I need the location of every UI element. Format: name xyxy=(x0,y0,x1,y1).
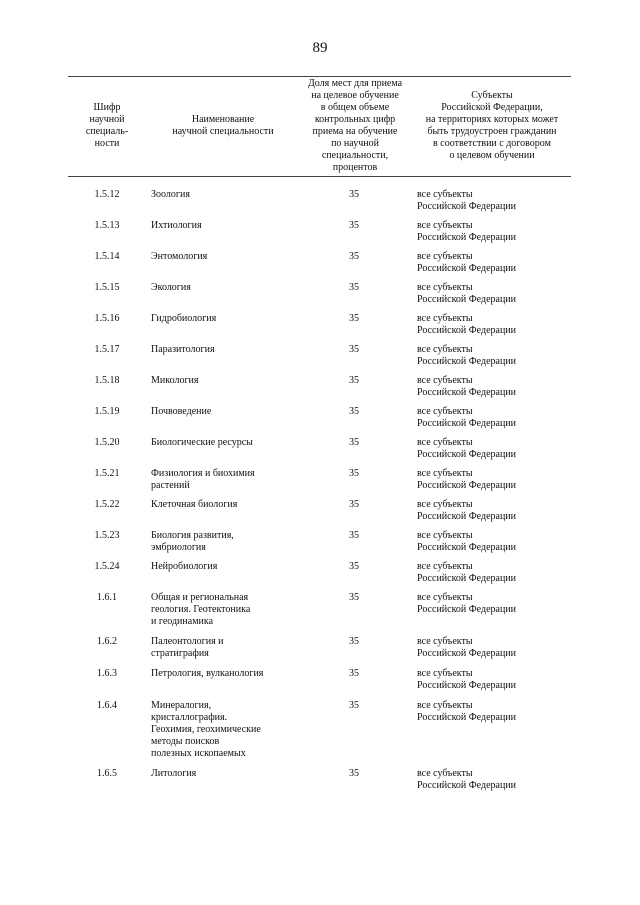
row-name-line: Биологические ресурсы xyxy=(151,437,253,448)
row-share: 35 xyxy=(349,768,359,779)
row-name-line: методы поисков xyxy=(151,736,220,747)
header-share-line: по научной xyxy=(331,138,379,149)
row-subjects-line: все субъекты xyxy=(417,700,473,711)
row-subjects-line: все субъекты xyxy=(417,561,473,572)
row-subjects-line: Российской Федерации xyxy=(417,449,517,460)
row-subjects xyxy=(417,499,572,523)
row-share: 35 xyxy=(349,561,359,572)
row-name xyxy=(151,668,291,680)
row-subjects-line: все субъекты xyxy=(417,282,473,293)
row-code: 1.5.17 xyxy=(94,344,120,355)
row-subjects xyxy=(417,437,572,461)
row-name-line: Зоология xyxy=(151,189,190,200)
row-subjects xyxy=(417,468,572,492)
row-code: 1.6.1 xyxy=(97,592,117,603)
row-share: 35 xyxy=(349,636,359,647)
header-name xyxy=(147,114,299,138)
row-code: 1.5.21 xyxy=(94,468,120,479)
header-subjects-line: быть трудоустроен гражданин xyxy=(427,126,557,137)
row-subjects-line: Российской Федерации xyxy=(417,294,517,305)
row-name-line: эмбриология xyxy=(151,542,206,553)
row-share: 35 xyxy=(349,468,359,479)
row-subjects-line: Российской Федерации xyxy=(417,648,517,659)
row-subjects xyxy=(417,220,572,244)
header-share-line: приема на обучение xyxy=(312,126,398,137)
row-code: 1.5.23 xyxy=(94,530,120,541)
row-subjects-line: Российской Федерации xyxy=(417,604,517,615)
row-name xyxy=(151,700,291,760)
row-share: 35 xyxy=(349,282,359,293)
header-subjects-line: в соответствии с договором xyxy=(433,138,551,149)
row-subjects-line: Российской Федерации xyxy=(417,325,517,336)
row-name xyxy=(151,530,291,554)
row-code: 1.5.16 xyxy=(94,313,120,324)
row-share: 35 xyxy=(349,189,359,200)
row-name-line: полезных ископаемых xyxy=(151,748,246,759)
row-name xyxy=(151,468,291,492)
row-name xyxy=(151,561,291,573)
row-subjects-line: Российской Федерации xyxy=(417,680,517,691)
row-name-line: Паразитология xyxy=(151,344,215,355)
row-code: 1.6.4 xyxy=(97,700,117,711)
row-code: 1.5.18 xyxy=(94,375,120,386)
row-name xyxy=(151,220,291,232)
header-share-line: Доля мест для приема xyxy=(307,78,403,89)
row-subjects xyxy=(417,282,572,306)
header-share-line: специальности, xyxy=(321,150,389,161)
row-subjects xyxy=(417,406,572,430)
row-subjects xyxy=(417,375,572,399)
row-subjects xyxy=(417,189,572,213)
row-name-line: и геодинамика xyxy=(151,616,214,627)
row-name-line: растений xyxy=(151,480,190,491)
row-share: 35 xyxy=(349,437,359,448)
row-subjects-line: Российской Федерации xyxy=(417,387,517,398)
row-subjects xyxy=(417,768,572,792)
row-name-line: Почвоведение xyxy=(151,406,212,417)
header-subjects-line: о целевом обучении xyxy=(449,150,535,161)
row-name xyxy=(151,499,291,511)
row-subjects-line: все субъекты xyxy=(417,668,473,679)
row-subjects-line: все субъекты xyxy=(417,468,473,479)
row-name-line: Нейробиология xyxy=(151,561,218,572)
row-code: 1.5.19 xyxy=(94,406,120,417)
row-name-line: Клеточная биология xyxy=(151,499,238,510)
header-name-line: научной специальности xyxy=(172,126,274,137)
row-name xyxy=(151,636,291,660)
row-name xyxy=(151,189,291,201)
row-name-line: геология. Геотектоника xyxy=(151,604,251,615)
row-name-line: Палеонтология и xyxy=(151,636,224,647)
row-name-line: Энтомология xyxy=(151,251,208,262)
row-code: 1.5.14 xyxy=(94,251,120,262)
row-subjects-line: все субъекты xyxy=(417,406,473,417)
row-subjects-line: все субъекты xyxy=(417,592,473,603)
row-subjects-line: все субъекты xyxy=(417,530,473,541)
row-name-line: Микология xyxy=(151,375,199,386)
row-subjects-line: Российской Федерации xyxy=(417,573,517,584)
row-name-line: Гидробиология xyxy=(151,313,217,324)
header-share-line: в общем объеме xyxy=(320,102,390,113)
row-subjects-line: Российской Федерации xyxy=(417,511,517,522)
row-name-line: кристаллография. xyxy=(151,712,228,723)
row-subjects-line: все субъекты xyxy=(417,251,473,262)
row-name-line: Петрология, вулканология xyxy=(151,668,264,679)
row-share: 35 xyxy=(349,668,359,679)
row-code: 1.6.3 xyxy=(97,668,117,679)
row-name-line: стратиграфия xyxy=(151,648,209,659)
row-subjects-line: Российской Федерации xyxy=(417,480,517,491)
header-subjects-line: на территориях которых может xyxy=(425,114,559,125)
row-code: 1.6.2 xyxy=(97,636,117,647)
row-name xyxy=(151,375,291,387)
row-subjects xyxy=(417,636,572,660)
row-name-line: Биология развития, xyxy=(151,530,234,541)
row-subjects xyxy=(417,251,572,275)
row-subjects xyxy=(417,313,572,337)
row-subjects-line: Российской Федерации xyxy=(417,201,517,212)
table-header-rule xyxy=(68,176,571,177)
row-subjects-line: Российской Федерации xyxy=(417,542,517,553)
row-subjects-line: Российской Федерации xyxy=(417,232,517,243)
row-code: 1.6.5 xyxy=(97,768,117,779)
row-name-line: Минералогия, xyxy=(151,700,212,711)
row-subjects-line: все субъекты xyxy=(417,189,473,200)
row-share: 35 xyxy=(349,220,359,231)
header-code xyxy=(70,102,144,150)
row-name-line: Литология xyxy=(151,768,197,779)
row-share: 35 xyxy=(349,700,359,711)
row-name xyxy=(151,406,291,418)
row-name xyxy=(151,768,291,780)
row-subjects xyxy=(417,592,572,616)
row-subjects-line: все субъекты xyxy=(417,313,473,324)
row-subjects-line: все субъекты xyxy=(417,768,473,779)
header-code-line: специаль- xyxy=(85,126,129,137)
row-subjects-line: Российской Федерации xyxy=(417,712,517,723)
row-subjects-line: все субъекты xyxy=(417,636,473,647)
row-code: 1.5.13 xyxy=(94,220,120,231)
row-name-line: Геохимия, геохимические xyxy=(151,724,261,735)
row-subjects-line: все субъекты xyxy=(417,499,473,510)
row-code: 1.5.22 xyxy=(94,499,120,510)
header-subjects xyxy=(412,90,572,162)
header-share xyxy=(300,78,410,174)
row-subjects-line: Российской Федерации xyxy=(417,418,517,429)
header-share-line: процентов xyxy=(332,162,378,173)
row-code: 1.5.24 xyxy=(94,561,120,572)
row-name xyxy=(151,344,291,356)
row-name xyxy=(151,592,291,628)
header-subjects-line: Субъекты xyxy=(471,90,513,101)
row-name xyxy=(151,313,291,325)
row-subjects-line: все субъекты xyxy=(417,220,473,231)
row-name xyxy=(151,251,291,263)
row-name-line: Экология xyxy=(151,282,191,293)
row-name xyxy=(151,437,291,449)
row-code: 1.5.12 xyxy=(94,189,120,200)
row-subjects-line: Российской Федерации xyxy=(417,356,517,367)
row-subjects-line: все субъекты xyxy=(417,375,473,386)
row-name-line: Физиология и биохимия xyxy=(151,468,255,479)
row-subjects-line: Российской Федерации xyxy=(417,263,517,274)
row-name-line: Общая и региональная xyxy=(151,592,249,603)
row-subjects xyxy=(417,530,572,554)
header-share-line: на целевое обучение xyxy=(311,90,399,101)
header-code-line: ности xyxy=(94,138,120,149)
row-subjects-line: все субъекты xyxy=(417,437,473,448)
row-name-line: Ихтиология xyxy=(151,220,202,231)
row-share: 35 xyxy=(349,592,359,603)
row-subjects-line: все субъекты xyxy=(417,344,473,355)
row-share: 35 xyxy=(349,530,359,541)
row-share: 35 xyxy=(349,251,359,262)
row-share: 35 xyxy=(349,406,359,417)
header-code-line: научной xyxy=(89,114,125,125)
row-subjects xyxy=(417,561,572,585)
header-share-line: контрольных цифр xyxy=(314,114,396,125)
table-top-rule xyxy=(68,76,571,77)
row-subjects xyxy=(417,344,572,368)
row-subjects xyxy=(417,668,572,692)
row-share: 35 xyxy=(349,499,359,510)
row-code: 1.5.15 xyxy=(94,282,120,293)
header-code-line: Шифр xyxy=(93,102,121,113)
header-subjects-line: Российской Федерации, xyxy=(441,102,543,113)
row-share: 35 xyxy=(349,313,359,324)
row-code: 1.5.20 xyxy=(94,437,120,448)
row-subjects xyxy=(417,700,572,724)
page-number: 89 xyxy=(312,40,328,56)
row-name xyxy=(151,282,291,294)
row-share: 35 xyxy=(349,375,359,386)
row-share: 35 xyxy=(349,344,359,355)
row-subjects-line: Российской Федерации xyxy=(417,780,517,791)
header-name-line: Наименование xyxy=(191,114,255,125)
